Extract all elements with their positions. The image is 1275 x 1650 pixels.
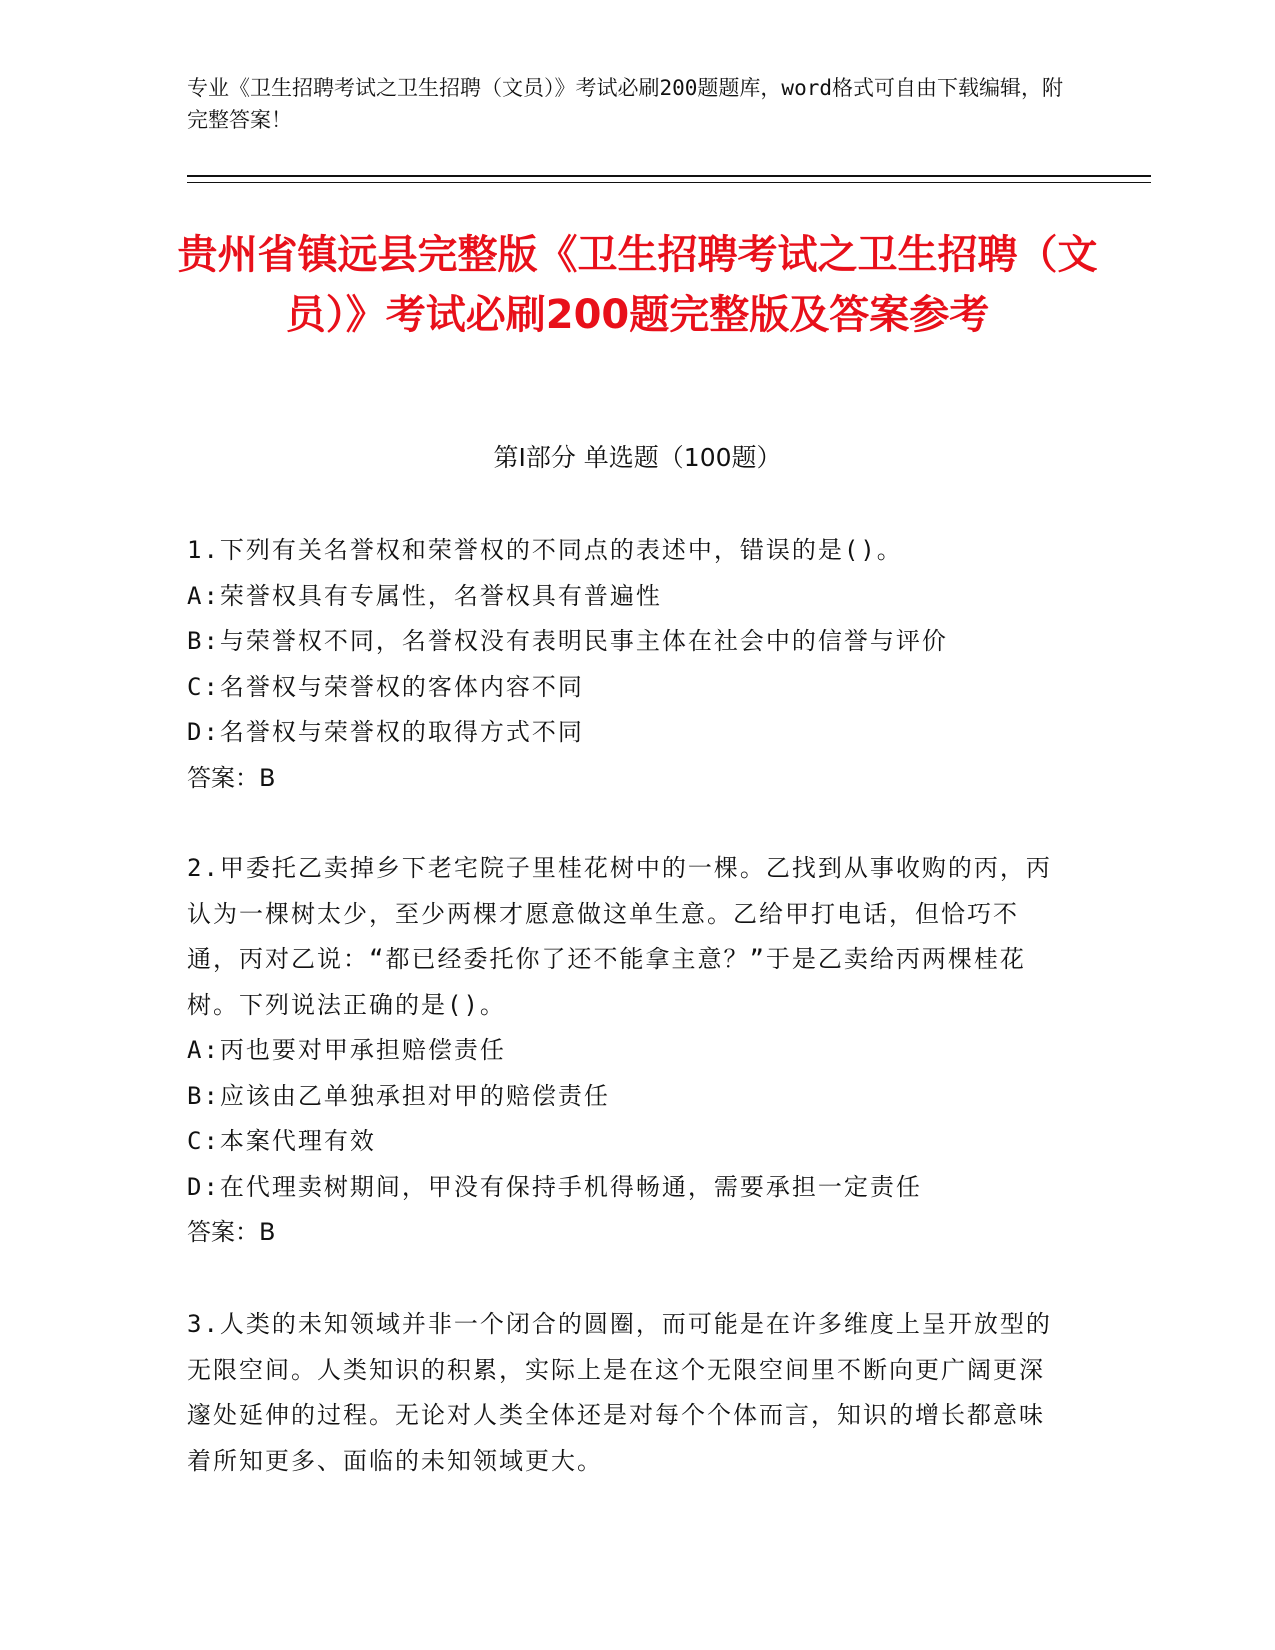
question-stem: 3.人类的未知领域并非一个闭合的圆圈，而可能是在许多维度上呈开放型的无限空间。人类知识的积累，实际上是在这个无限空间里不断向更广阔更深邃处延伸的过程。无论对人类全体还是对每个个体而言，知识的增长都意味着所知更多、面临的未知领域更大。 — [187, 1310, 1052, 1475]
section-heading: 第Ⅰ部分 单选题（100题） — [493, 443, 782, 472]
option-a: A:荣誉权具有专属性，名誉权具有普遍性 — [187, 581, 662, 610]
option-b: B:与荣誉权不同，名誉权没有表明民事主体在社会中的信誉与评价 — [187, 627, 948, 655]
option-d: D:名誉权与荣誉权的取得方式不同 — [187, 718, 584, 746]
question-1 — [187, 528, 1067, 801]
option-b: B:应该由乙单独承担对甲的赔偿责任 — [187, 1081, 610, 1110]
header-rule-thick — [187, 175, 1151, 177]
option-a: A:丙也要对甲承担赔偿责任 — [187, 1036, 506, 1064]
answer: 答案：B — [187, 1218, 276, 1246]
question-stem: 1.下列有关名誉权和荣誉权的不同点的表述中，错误的是()。 — [187, 536, 903, 564]
option-d: D:在代理卖树期间，甲没有保持手机得畅通，需要承担一定责任 — [187, 1172, 922, 1201]
answer: 答案：B — [187, 763, 276, 792]
question-stem: 2.甲委托乙卖掉乡下老宅院子里桂花树中的一棵。乙找到从事收购的丙，丙认为一棵树太少，至少两棵才愿意做这单生意。乙给甲打电话，但恰巧不通，丙对乙说：“都已经委托你了还不能拿主意？”于是乙卖给丙两棵桂花树。下列说法正确的是()。 — [187, 854, 1052, 1019]
question-2 — [187, 846, 1067, 1256]
option-c: C:名誉权与荣誉权的客体内容不同 — [187, 672, 584, 701]
document-title: 贵州省镇远县完整版《卫生招聘考试之卫生招聘（文员）》考试必刷200题完整版及答案参考 — [177, 232, 1098, 338]
question-3 — [187, 1302, 1067, 1484]
header-rule-thin — [187, 182, 1151, 183]
option-c: C:本案代理有效 — [187, 1127, 376, 1155]
header-note: 专业《卫生招聘考试之卫生招聘（文员）》考试必刷200题题库，word格式可自由下载编辑，附完整答案！ — [187, 76, 1063, 132]
